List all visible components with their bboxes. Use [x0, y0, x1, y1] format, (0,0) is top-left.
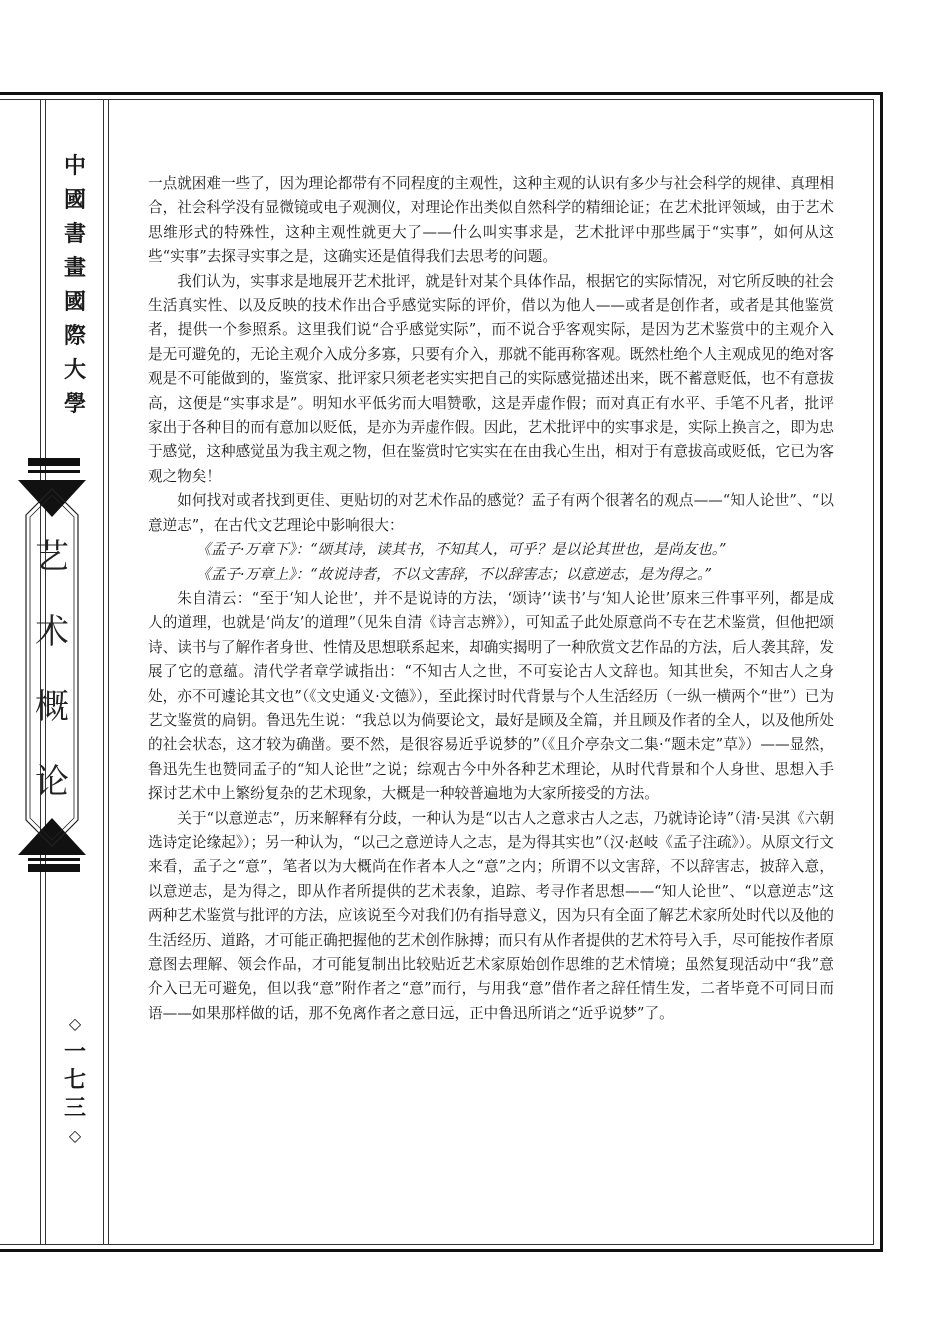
- paragraph: 我们认为，实事求是地展开艺术批评，就是针对某个具体作品，根据它的实际情况，对它所反映的社会生活真实性、以及反映的技术作出合乎感觉实际的评价，借以为他人——或者是创作者，或者是其他鉴赏者，提供一个参照系。这里我们说“合乎感觉实际”，而不说合乎客观实际，是因为艺术鉴赏中的主观介入是无可避免的，无论主观介入成分多寡，只要有介入，那就不能再称客观。既然杜绝个人主观成见的绝对客观是不可能做到的，鉴赏家、批评家只须老老实实把自己的实际感觉描述出来，既不蓄意贬低，也不有意拔高，这便是“实事求是”。明知水平低劣而大唱赞歌，这是弄虚作假；而对真正有水平、手笔不凡者，批评家出于各种目的而有意加以贬低，是亦为弄虚作假。因此，艺术批评中的实事求是，实际上换言之，即为忠于感觉，这种感觉虽为我主观之物，但在鉴赏时它实实在在由我心生出，相对于有意拔高或贬低，它已为客观之物矣！: [148, 272, 834, 485]
- sidebar-rule-right-inner: [103, 100, 104, 1245]
- quotation: 《孟子·万章上》：“故说诗者，不以文害辞，不以辞害志；以意逆志，是为得之。”: [196, 565, 712, 583]
- book-title-char: 论: [35, 762, 69, 802]
- body-text: [148, 172, 834, 1026]
- paragraph: 如何找对或者找到更佳、更贴切的对艺术作品的感觉？孟子有两个很著名的观点——“知人论世”、“以意逆志”，在古代文艺理论中影响很大：: [148, 492, 834, 534]
- school-char: 際: [63, 324, 86, 349]
- school-char: 大: [63, 358, 86, 383]
- cartouche-top-bar: [28, 458, 80, 466]
- book-title-vertical: [18, 520, 86, 820]
- school-char: 國: [63, 188, 86, 213]
- school-char: 中: [63, 154, 86, 179]
- page-number-char: 三: [63, 1095, 86, 1121]
- book-title-char: 术: [35, 612, 69, 652]
- school-char: 學: [63, 392, 86, 417]
- paragraph: 一点就困难一些了，因为理论都带有不同程度的主观性，这种主观的认识有多少与社会科学的规律、真理相合，社会科学没有显微镜或电子观测仪，对理论作出类似自然科学的精细论证；在艺术批评领域，由于艺术思维形式的特殊性，这种主观性就更大了——什么叫实事求是，艺术批评中那些属于“实事”，如何从这些“实事”去探寻实事之是，这确实还是值得我们去思考的问题。: [148, 175, 834, 266]
- page-number-vertical: [60, 1010, 90, 1150]
- cartouche-top-bar-thin: [28, 470, 80, 473]
- sidebar-rule-right: [108, 100, 109, 1245]
- book-title-char: 艺: [35, 537, 69, 577]
- page-number-char: 七: [63, 1067, 86, 1093]
- quotation: 《孟子·万章下》：“颂其诗，读其书，不知其人，可乎？是以论其世也，是尚友也。”: [196, 541, 727, 559]
- page-number-char: 一: [63, 1039, 86, 1065]
- diamond-icon: ◇: [68, 1126, 82, 1145]
- book-title-char: 概: [35, 687, 69, 727]
- school-char: 國: [63, 290, 86, 315]
- school-char: 書: [63, 222, 86, 247]
- paragraph: 朱自清云：“至于‘知人论世’，并不是说诗的方法，‘颂诗’‘读书’与‘知人论世’原来三件事平列，都是成人的道理，也就是‘尚友’的道理”（见朱自清《诗言志辨》），可知孟子此处原意尚不专在艺术鉴赏，但他把颂诗、读书与了解作者身世、性情及思想联系起来，却确实揭明了一种欣赏文艺作品的方法，后人袭其辞，发展了它的意蕴。清代学者章学诚指出：“不知古人之世，不可妄论古人文辞也。知其世矣，不知古人之身处，亦不可遽论其文也”（《文史通义·文德》），至此探讨时代背景与个人生活经历（一纵一横两个“世”）已为艺文鉴赏的扃钥。鲁迅先生说：“我总以为倘要论文，最好是顾及全篇，并且顾及作者的全人，以及他所处的社会状态，这才较为确凿。要不然，是很容易近乎说梦的”（《且介亭杂文二集·“题未定”草》）——显然，鲁迅先生也赞同孟子的“知人论世”之说；综观古今中外各种艺术理论，从时代背景和个人身世、思想入手探讨艺术中上繁纷复杂的艺术现象，大概是一种较普遍地为大家所接受的方法。: [148, 589, 834, 803]
- school-char: 畫: [63, 256, 86, 281]
- paragraph: 关于“以意逆志”，历来解释有分歧，一种认为是“以古人之意求古人之志，乃就诗论诗”（清·吴淇《六朝选诗定论缘起》）；另一种认为，“以己之意逆诗人之志，是为得其实也”（汉·赵岐《孟子注疏》）。从原文行文来看，孟子之“意”，笔者以为大概尚在作者本人之“意”之内；所谓不以文害辞，不以辞害志，披辞入意，以意逆志，是为得之，即从作者所提供的艺术表象，追踪、考寻作者思想——“知人论世”、“以意逆志”这两种艺术鉴赏与批评的方法，应该说至今对我们仍有指导意义，因为只有全面了解艺术家所处时代以及他的生活经历、道路，才可能正确把握他的艺术创作脉搏；而只有从作者提供的艺术符号入手，尽可能按作者原意图去理解、领会作品，才可能复制出比较贴近艺术家原始创作思维的艺术情境；虽然复现活动中“我”意介入已无可避免，但以我“意”附作者之“意”而行，与用我“意”借作者之辞任情生发，二者毕竟不可同日而语——如果那样做的话，那不免离作者之意日远，正中鲁迅所诮之“近乎说梦”了。: [148, 809, 834, 1022]
- cartouche-bottom-bar-thin: [28, 858, 80, 861]
- cartouche-bottom-bar: [28, 864, 80, 872]
- diamond-icon: ◇: [68, 1014, 82, 1033]
- school-name-vertical: [60, 150, 90, 422]
